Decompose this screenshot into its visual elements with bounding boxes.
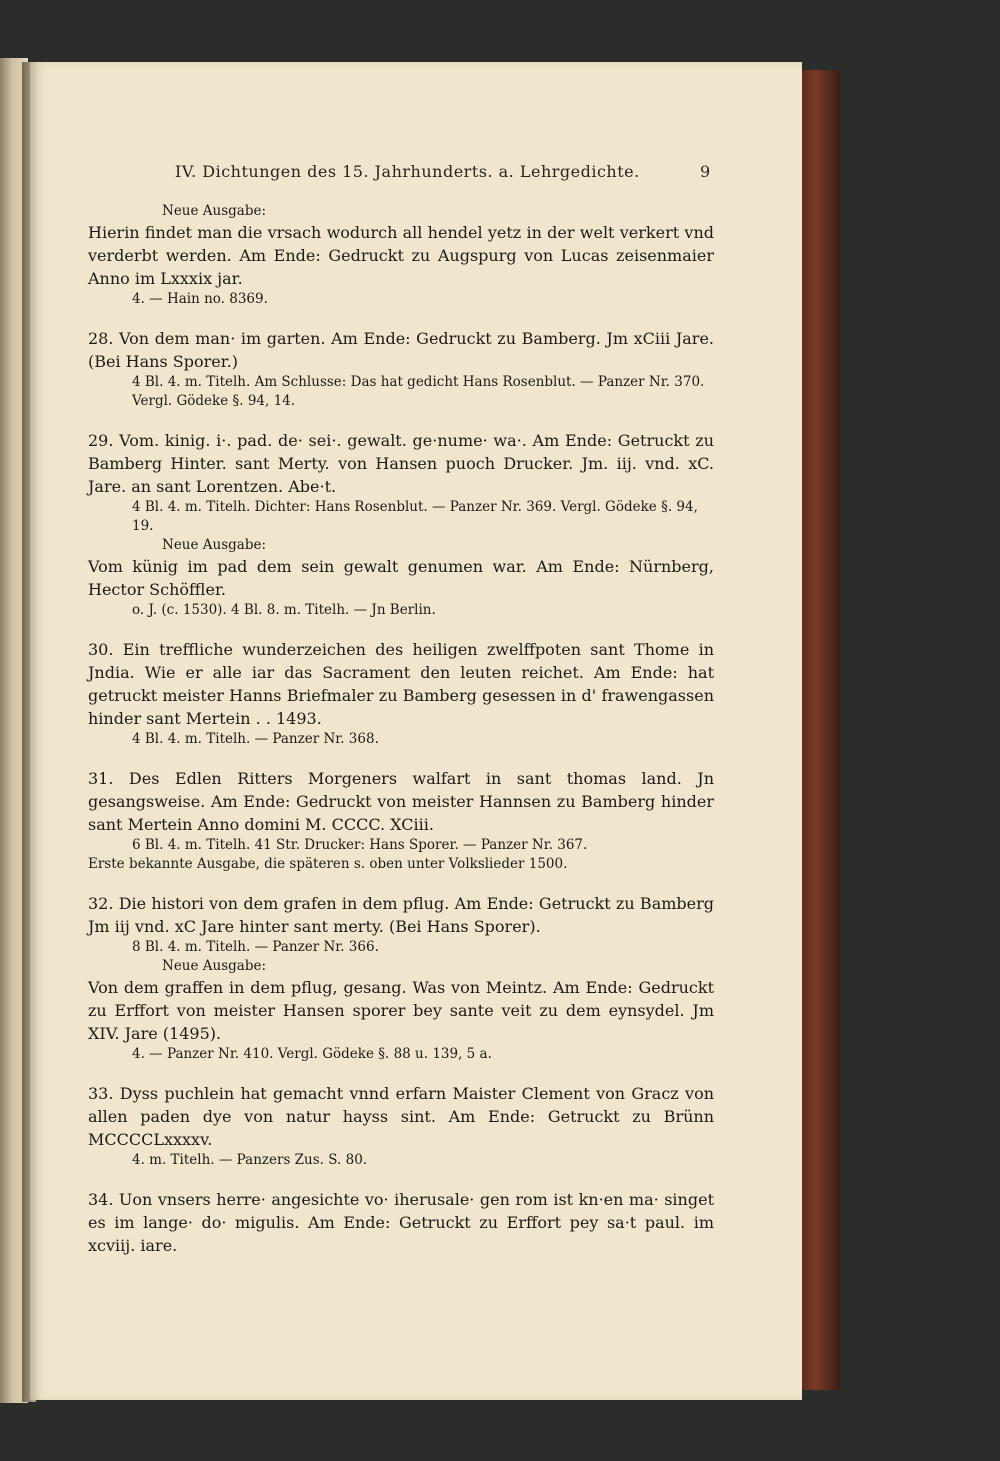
entry-text: 34. Uon vnsers herre· angesichte vo· iherusale· gen rom ist kn·en ma· singet es im lange· do· migulis. Am Ende: Getruckt zu Erffort pey sa·t paul. im xcviij. iare. (88, 1190, 714, 1255)
entry-note-flush: Erste bekannte Ausgabe, die späteren s. oben unter Volkslieder 1500. (88, 856, 568, 872)
intro-note: 4. — Hain no. 8369. (132, 291, 268, 307)
entry-note-2: 4. — Panzer Nr. 410. Vergl. Gödeke §. 88 u. 139, 5 a. (132, 1046, 492, 1062)
entry-30 (88, 638, 714, 749)
new-edition-label: Neue Ausgabe: (162, 537, 267, 553)
entry-note: 6 Bl. 4. m. Titelh. 41 Str. Drucker: Hans Sporer. — Panzer Nr. 367. (132, 837, 588, 853)
entry-text: 29. Vom. kinig. i·. pad. de· sei·. gewalt. ge·nume· wa·. Am Ende: Getruckt zu Bamberg Hinter. sant Merty. von Hansen puoch Drucker. Jm. iij. vnd. xC. Jare. an sant Lorentzen. Abe·t. (88, 431, 714, 496)
new-edition-label: Neue Ausgabe: (162, 958, 267, 974)
new-edition-label: Neue Ausgabe: (162, 203, 267, 219)
entry-34 (88, 1188, 714, 1257)
entry-28 (88, 327, 714, 411)
entry-text: 30. Ein treffliche wunderzeichen des heiligen zwelffpoten sant Thome in Jndia. Wie er alle iar das Sacrament den leuten reichet. Am Ende: hat getruckt meister Hanns Briefmaler zu Bamberg gesessen in d' frawengassen hinder sant Mertein . . 1493. (88, 640, 714, 728)
entry-note: 4 Bl. 4. m. Titelh. — Panzer Nr. 368. (132, 731, 379, 747)
entry-text: 33. Dyss puchlein hat gemacht vnnd erfarn Maister Clement von Gracz von allen paden dye von natur hayss sint. Am Ende: Getruckt zu Brünn MCCCCLxxxxv. (88, 1084, 714, 1149)
entry-text: 31. Des Edlen Ritters Morgeners walfart in sant thomas land. Jn gesangsweise. Am Ende: Gedruckt von meister Hannsen zu Bamberg hinder sant Mertein Anno domini M. CCCC. XCiii. (88, 769, 714, 834)
running-head: IV. Dichtungen des 15. Jahrhunderts. a. Lehrgedichte. (175, 162, 640, 181)
entry-33 (88, 1082, 714, 1170)
entry-text-2: Vom künig im pad dem sein gewalt genumen war. Am Ende: Nürnberg, Hector Schöffler. (88, 557, 714, 599)
entry-32 (88, 892, 714, 1064)
entry-text: 28. Von dem man· im garten. Am Ende: Gedruckt zu Bamberg. Jm xCiii Jare. (Bei Hans Sporer.) (88, 329, 714, 371)
entry-note-2: o. J. (c. 1530). 4 Bl. 8. m. Titelh. — Jn Berlin. (132, 602, 436, 618)
entry-text: 32. Die histori von dem grafen in dem pflug. Am Ende: Getruckt zu Bamberg Jm iij vnd. xC Jare hinter sant merty. (Bei Hans Sporer). (88, 894, 714, 936)
entry-31 (88, 767, 714, 874)
entry-29 (88, 429, 714, 620)
entry-note: 4 Bl. 4. m. Titelh. Am Schlusse: Das hat gedicht Hans Rosenblut. — Panzer Nr. 370. Vergl. Gödeke §. 94, 14. (132, 374, 705, 409)
intro-text: Hierin findet man die vrsach wodurch all hendel yetz in der welt verkert vnd verderbt werden. Am Ende: Gedruckt zu Augspurg von Lucas zeisenmaier Anno im Lxxxix jar. (88, 223, 714, 288)
entry-note: 4 Bl. 4. m. Titelh. Dichter: Hans Rosenblut. — Panzer Nr. 369. Vergl. Gödeke §. 94, 19. (132, 499, 698, 534)
entry-note: 8 Bl. 4. m. Titelh. — Panzer Nr. 366. (132, 939, 379, 955)
page-number: 9 (700, 162, 711, 181)
book-cover-edge (802, 70, 840, 1390)
entry-text-2: Von dem graffen in dem pflug, gesang. Was von Meintz. Am Ende: Gedruckt zu Erffort von meister Hansen sporer bey sante veit zu dem eynsydel. Jm XIV. Jare (1495). (88, 978, 714, 1043)
entry-note: 4. m. Titelh. — Panzers Zus. S. 80. (132, 1152, 368, 1168)
page-body (88, 202, 714, 1257)
